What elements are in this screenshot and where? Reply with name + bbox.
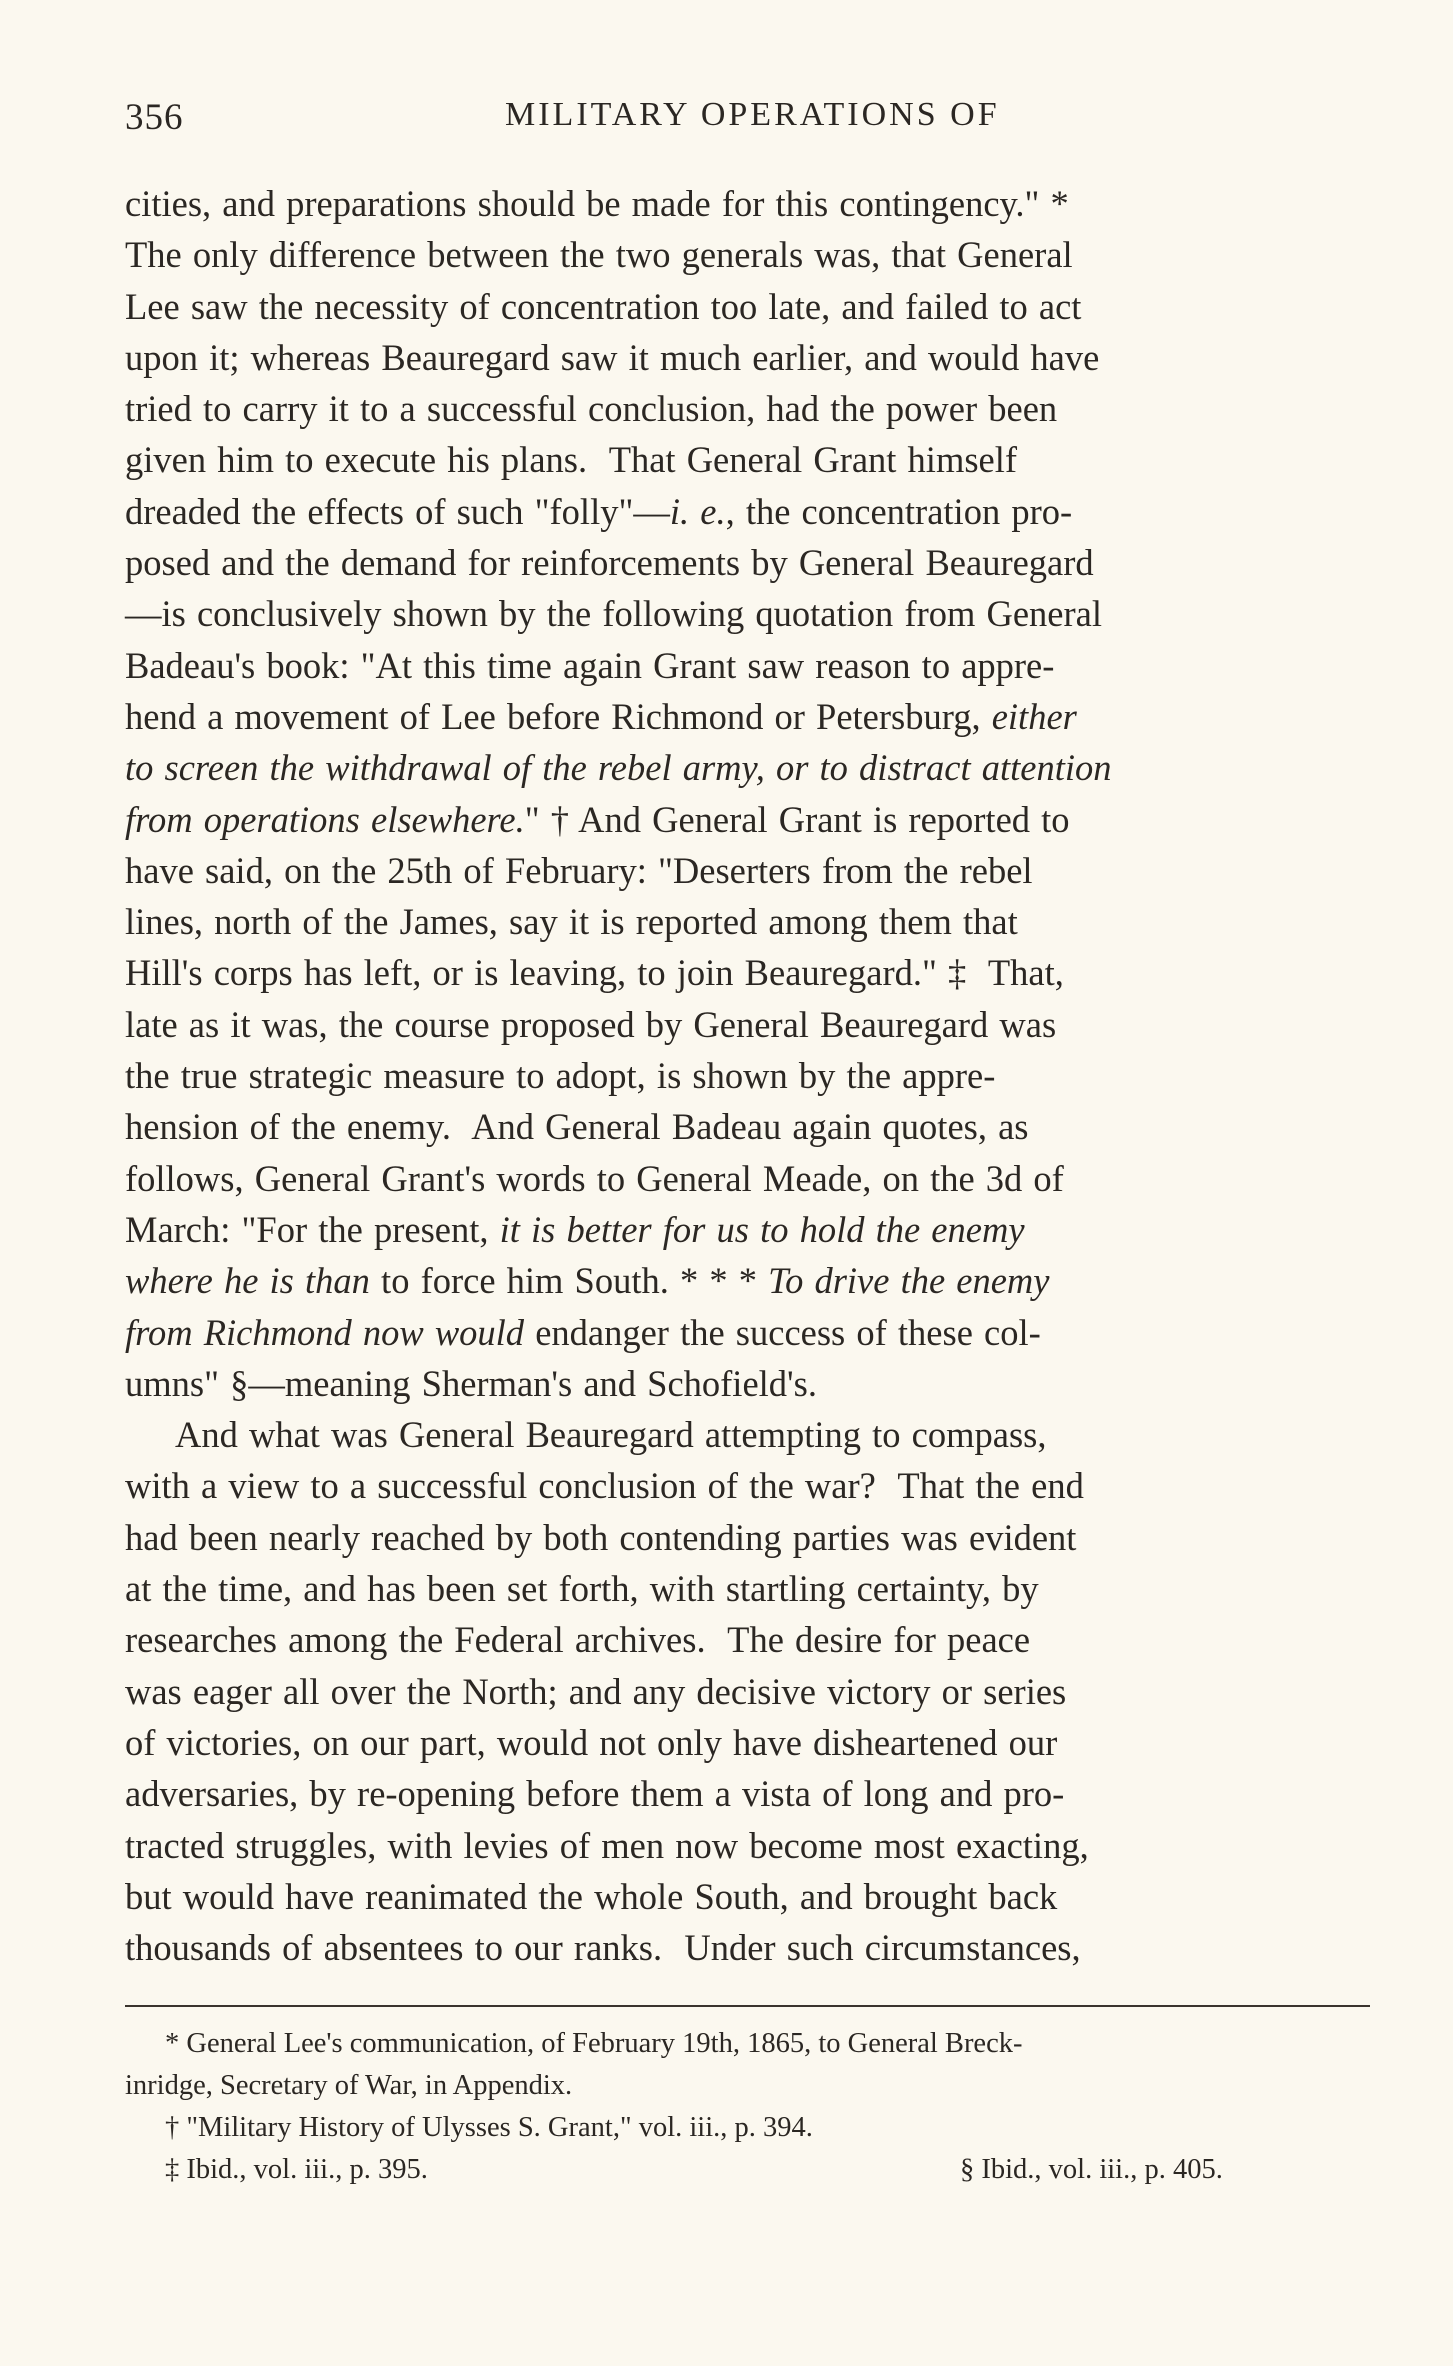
text-line (125, 1614, 1370, 1665)
footnote-text: § Ibid., vol. iii., p. 405. (960, 2154, 1223, 2185)
footnote-text: ‡ Ibid., vol. iii., p. 395. (165, 2154, 428, 2185)
text-segment: dreaded the effects of such "folly"— (125, 490, 670, 532)
italic-text: i. e. (669, 490, 726, 532)
text-segment: umns" §—meaning Sherman's and Schofield's. (125, 1362, 817, 1404)
text-line (125, 1307, 1370, 1358)
text-segment: Lee saw the necessity of concentration too late, and failed to act (125, 285, 1082, 327)
footnote-line (125, 2107, 1370, 2149)
text-segment: And what was General Beauregard attempting to compass, (175, 1414, 1047, 1456)
running-head: MILITARY OPERATIONS OF (505, 96, 1000, 133)
text-line (125, 281, 1370, 332)
text-line (125, 383, 1370, 434)
text-line (125, 1101, 1370, 1152)
text-segment: Badeau's book: "At this time again Grant saw reason to appre- (125, 644, 1055, 686)
text-line (125, 999, 1370, 1050)
text-segment: with a view to a successful conclusion of the war? That the end (125, 1465, 1084, 1507)
text-line (125, 742, 1370, 793)
text-segment: endanger the success of these col- (524, 1311, 1041, 1353)
text-line (125, 178, 1370, 229)
text-line (125, 1717, 1370, 1768)
text-segment: thousands of absentees to our ranks. Under such circumstances, (125, 1927, 1081, 1969)
text-line (125, 1153, 1370, 1204)
footnotes (125, 2023, 1370, 2191)
text-line (125, 229, 1370, 280)
text-segment: the true strategic measure to adopt, is shown by the appre- (125, 1055, 996, 1097)
footnote-text: * General Lee's communication, of February 19th, 1865, to General Breck- (165, 2028, 1023, 2059)
text-line (125, 896, 1370, 947)
italic-text: either (991, 695, 1077, 737)
text-line (125, 1871, 1370, 1922)
text-line (125, 1820, 1370, 1871)
text-segment: tried to carry it to a successful conclusion, had the power been (125, 388, 1058, 430)
text-line (125, 691, 1370, 742)
footnote-text: inridge, Secretary of War, in Appendix. (125, 2070, 573, 2101)
text-segment: —is conclusively shown by the following quotation from General (125, 593, 1102, 635)
footnote-line (125, 2023, 1370, 2065)
text-segment: , the concentration pro- (725, 490, 1073, 532)
text-segment: of victories, on our part, would not only have disheartened our (125, 1721, 1058, 1763)
text-segment: Hill's corps has left, or is leaving, to join Beauregard." ‡ That, (125, 952, 1064, 994)
body-text (125, 178, 1370, 1973)
text-segment: hend a movement of Lee before Richmond or Petersburg, (125, 695, 992, 737)
text-line (125, 332, 1370, 383)
page-header (125, 96, 1370, 152)
text-segment: upon it; whereas Beauregard saw it much earlier, and would have (125, 336, 1100, 378)
text-segment: cities, and preparations should be made for this contingency." * (125, 183, 1069, 224)
text-line (125, 794, 1370, 845)
italic-text: from operations elsewhere. (125, 798, 525, 840)
text-segment: have said, on the 25th of February: "Deserters from the rebel (125, 849, 1033, 891)
text-line (125, 1563, 1370, 1614)
footnote-line (125, 2149, 1370, 2191)
text-segment: researches among the Federal archives. The desire for peace (125, 1619, 1031, 1661)
text-line (125, 486, 1370, 537)
text-segment: but would have reanimated the whole South, and brought back (125, 1875, 1058, 1917)
text-line (125, 1666, 1370, 1717)
text-segment: The only difference between the two generals was, that General (125, 234, 1073, 276)
text-line (125, 1255, 1370, 1306)
italic-text: to screen the withdrawal of the rebel army, or to distract attention (125, 747, 1112, 789)
text-segment: to force him South. * * * (369, 1260, 769, 1302)
text-line (125, 537, 1370, 588)
text-segment: adversaries, by re-opening before them a vista of long and pro- (125, 1773, 1065, 1815)
text-line (125, 1358, 1370, 1409)
italic-text: To drive the enemy (768, 1260, 1050, 1302)
text-line (125, 1922, 1370, 1973)
text-segment: follows, General Grant's words to General Meade, on the 3d of (125, 1157, 1064, 1199)
page-number: 356 (125, 97, 184, 138)
text-segment: given him to execute his plans. That General Grant himself (125, 439, 1018, 481)
text-line (125, 1409, 1370, 1460)
text-line (125, 845, 1370, 896)
text-line (125, 1512, 1370, 1563)
italic-text: where he is than (125, 1260, 370, 1302)
text-segment: posed and the demand for reinforcements by General Beauregard (125, 542, 1094, 584)
text-segment: hension of the enemy. And General Badeau again quotes, as (125, 1106, 1029, 1148)
text-segment: March: "For the present, (125, 1208, 500, 1250)
text-segment: was eager all over the North; and any decisive victory or series (125, 1670, 1067, 1712)
text-line (125, 434, 1370, 485)
text-segment: " † And General Grant is reported to (524, 798, 1070, 840)
footnote-text: † "Military History of Ulysses S. Grant," vol. iii., p. 394. (165, 2112, 813, 2143)
text-segment: tracted struggles, with levies of men now become most exacting, (125, 1824, 1089, 1866)
text-segment: at the time, and has been set forth, with startling certainty, by (125, 1568, 1039, 1610)
text-line (125, 588, 1370, 639)
text-line (125, 1768, 1370, 1819)
text-line (125, 1050, 1370, 1101)
italic-text: it is better for us to hold the enemy (499, 1208, 1025, 1250)
footnote-line (125, 2065, 1370, 2107)
text-line (125, 640, 1370, 691)
footnote-divider (125, 2005, 1370, 2007)
text-segment: had been nearly reached by both contending parties was evident (125, 1516, 1077, 1558)
text-line (125, 1204, 1370, 1255)
italic-text: from Richmond now would (125, 1311, 525, 1353)
text-line (125, 1460, 1370, 1511)
text-segment: late as it was, the course proposed by General Beauregard was (125, 1003, 1057, 1045)
text-line (125, 947, 1370, 998)
text-segment: lines, north of the James, say it is reported among them that (125, 901, 1018, 943)
